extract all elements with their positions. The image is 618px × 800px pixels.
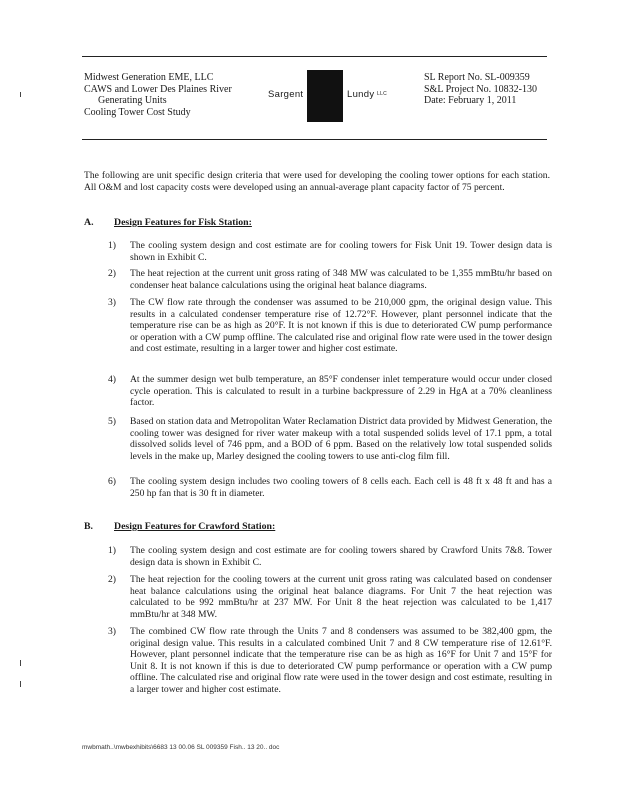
item-text: At the summer design wet bulb temperature, an 85°F condenser inlet temperature would occur under closed cycle operation. This is calculated to result in a turbine backpressure of 2.29 in HgA at a 70% cleanliness factor. — [130, 374, 552, 409]
header-date: Date: February 1, 2011 — [424, 95, 517, 106]
item-number: 3) — [108, 297, 116, 308]
header-top-rule — [82, 56, 547, 57]
item-text: The cooling system design and cost estimate are for cooling towers for Fisk Unit 19. Tower design data is shown in Exhibit C. — [130, 240, 552, 263]
item-number: 1) — [108, 240, 116, 251]
header-report-no: SL Report No. SL-009359 — [424, 72, 530, 83]
margin-mark — [20, 92, 21, 97]
item-text: The heat rejection for the cooling towers at the current unit gross rating was calculated based on condenser heat balance calculations using the original heat balance diagrams. For Unit 7 the heat rejection was calculated to be 992 mmBtu/hr at 237 MW. For Unit 8 the heat rejection was calculated to be 1,417 mmBtu/hr at 348 MW. — [130, 574, 552, 620]
section-label: A. — [84, 217, 94, 228]
section-b-heading — [84, 521, 275, 532]
header-study: Cooling Tower Cost Study — [84, 106, 191, 118]
item-number: 2) — [108, 268, 116, 279]
header-bottom-rule — [82, 139, 547, 140]
section-title: Design Features for Fisk Station: — [114, 217, 252, 228]
header-right — [424, 72, 537, 107]
item-text: Based on station data and Metropolitan Water Reclamation District data provided by Midwest Generation, the cooling tower was designed for river water makeup with a total suspended solids level of 17.1 ppm, a total dissolved solids level of 746 ppm, and a BOD of 6 ppm. Based on the relatively low total suspended solids levels in the make up, Marley designed the cooling towers to use anti-clog film fill. — [130, 416, 552, 462]
logo-suffix: LLC — [377, 91, 388, 97]
item-number: 4) — [108, 374, 116, 385]
footer-path: mwbmath..\mwbexhibits\6683 13 00.06 SL 009359 Fish.. 13 20.. doc — [82, 744, 280, 751]
header-units: Generating Units — [98, 95, 167, 106]
section-a-heading — [84, 217, 252, 228]
margin-mark — [20, 681, 21, 687]
section-label: B. — [84, 521, 93, 532]
item-number: 5) — [108, 416, 116, 427]
item-number: 3) — [108, 626, 116, 637]
header-project-no: S&L Project No. 10832-130 — [424, 83, 537, 95]
item-text: The combined CW flow rate through the Units 7 and 8 condensers was assumed to be 382,400 gpm, the original design value. This results in a calculated combined Unit 7 and 8 CW temperature rise of 12.61°F. However, plant personnel indicate that the temperature rise can be as high as 16°F for Unit 7 and 15°F for Unit 8. It is not known if this is due to deteriorated CW pump performance or operation with a CW pump offline. The calculated rise and original flow rate were used in the tower design and cost estimate, resulting in a larger tower and higher cost estimate. — [130, 626, 552, 695]
item-text: The heat rejection at the current unit gross rating of 348 MW was calculated to be 1,355 mmBtu/hr based on condenser heat balance calculations using the original heat balance diagrams. — [130, 268, 552, 291]
item-text: The CW flow rate through the condenser was assumed to be 210,000 gpm, the original design value. This results in a calculated condenser temperature rise of 12.72°F. However, plant personnel indicate that the temperature rise can be as high as 20°F. It is not known if this is due to deteriorated CW pump performance or operation with a CW pump offline. The calculated rise and original flow rate were used in the tower design and cost estimate, resulting in a larger tower and higher cost estimate. — [130, 297, 552, 355]
item-number: 6) — [108, 476, 116, 487]
logo-lundy: Lundy — [347, 89, 375, 100]
intro-paragraph: The following are unit specific design criteria that were used for developing the cooling tower options for each station. All O&M and lost capacity costs were developed using an annual-average plant capacity factor of 75 percent. — [84, 170, 550, 193]
logo-mark — [307, 70, 343, 122]
item-text: The cooling system design and cost estimate are for cooling towers shared by Crawford Units 7&8. Tower design data is shown in Exhibit C. — [130, 545, 552, 568]
logo-sargent: Sargent — [268, 89, 304, 100]
item-number: 2) — [108, 574, 116, 585]
item-text: The cooling system design includes two cooling towers of 8 cells each. Each cell is 48 ft x 48 ft and has a 250 hp fan that is 30 ft in diameter. — [130, 476, 552, 499]
header-facility: CAWS and Lower Des Plaines River — [84, 83, 232, 95]
header-left — [84, 72, 232, 118]
margin-mark — [20, 660, 21, 666]
header-company: Midwest Generation EME, LLC — [84, 72, 214, 83]
item-number: 1) — [108, 545, 116, 556]
section-title: Design Features for Crawford Station: — [114, 521, 276, 532]
